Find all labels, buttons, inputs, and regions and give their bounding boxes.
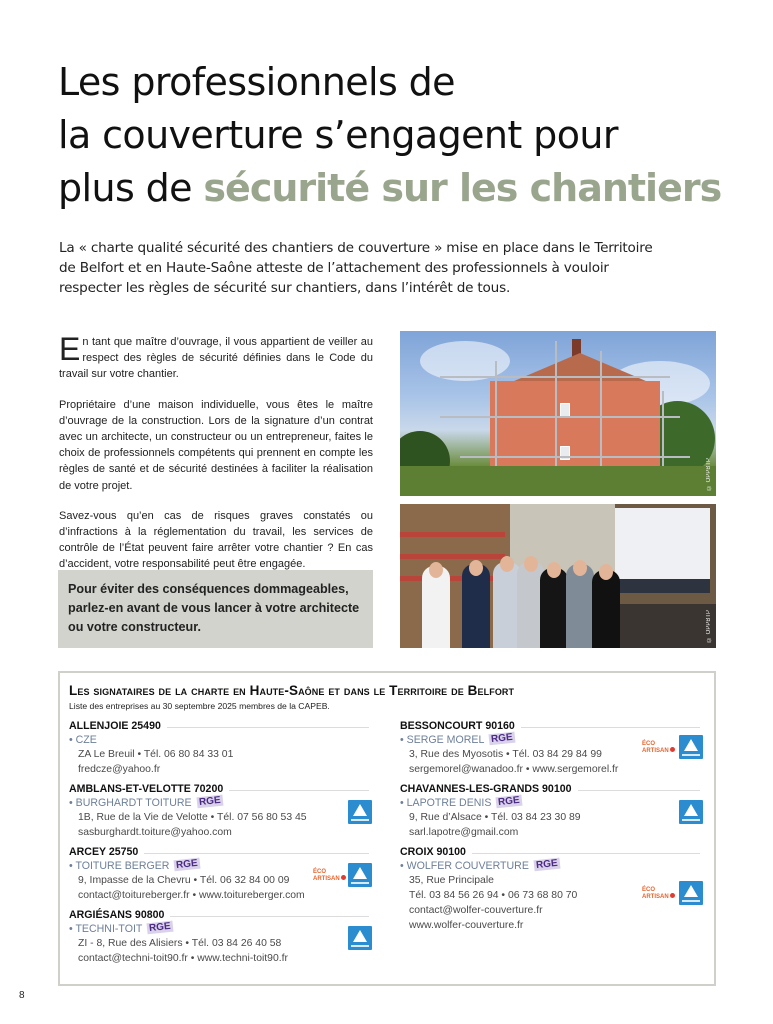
artisan-label: ARTISAN bbox=[642, 748, 669, 754]
eco-artisan-logo-icon bbox=[313, 869, 347, 883]
town-heading bbox=[69, 844, 369, 859]
company-name-text: • CZE bbox=[69, 734, 97, 746]
person-head bbox=[573, 560, 587, 576]
photo-credit: © OPPBTP bbox=[706, 457, 712, 490]
company-address: ZA Le Breuil • Tél. 06 80 84 33 01 bbox=[78, 749, 234, 760]
page-number: 8 bbox=[19, 990, 25, 1001]
town-heading bbox=[400, 781, 700, 796]
company-email[interactable]: sasburghardt.toiture@yahoo.com bbox=[78, 827, 232, 838]
eco-label: ÉCO bbox=[642, 741, 656, 747]
town-heading bbox=[69, 907, 369, 922]
artisan-label: ARTISAN bbox=[313, 876, 340, 882]
person bbox=[592, 570, 620, 648]
title-line-3-prefix: plus de bbox=[58, 166, 204, 210]
town-name: CHAVANNES-LES-GRANDS 90100 bbox=[400, 782, 572, 795]
town-name: ALLENJOIE 25490 bbox=[69, 719, 161, 732]
scaffolding bbox=[495, 361, 497, 481]
company-contact[interactable]: contact@techni-toit90.fr • www.techni-toit90.fr bbox=[78, 953, 288, 964]
company-entry bbox=[69, 733, 369, 777]
signatories-column-left bbox=[69, 718, 369, 970]
divider bbox=[167, 727, 369, 728]
company-address: 9, Rue d’Alsace • Tél. 03 84 23 30 89 bbox=[409, 812, 581, 823]
person bbox=[462, 564, 490, 648]
company-name bbox=[69, 922, 369, 936]
rge-badge: RGE bbox=[198, 794, 221, 809]
person bbox=[566, 564, 594, 648]
company-address: 1B, Rue de la Vie de Velotte • Tél. 07 56 80 53 45 bbox=[78, 812, 307, 823]
eco-dot-icon bbox=[670, 747, 675, 752]
body-paragraph-2: Propriétaire d’une maison individuelle, vous êtes le maître d’ouvrage de la construction. Lors de la signature d’un contrat avec un architecte, un constructeur ou un entrepreneur, faites le choix de professionnels compétents qui prennent en compte les règles de santé et de sécurité destinées à faciliter la réalisation de votre projet. bbox=[59, 398, 373, 492]
company-phone: Tél. 03 84 56 26 94 • 06 73 68 80 70 bbox=[409, 890, 578, 901]
rge-badge: RGE bbox=[535, 857, 559, 872]
company-email[interactable]: sarl.lapotre@gmail.com bbox=[409, 827, 519, 838]
table bbox=[615, 604, 716, 648]
divider bbox=[170, 916, 369, 917]
company-entry bbox=[400, 859, 700, 933]
company-entry bbox=[400, 796, 700, 840]
company-contact[interactable]: contact@toitureberger.fr • www.toitureberger.com bbox=[78, 890, 305, 901]
qualibat-logo-icon bbox=[348, 800, 372, 824]
eco-artisan-logo-icon bbox=[642, 741, 676, 755]
qualibat-logo-icon bbox=[679, 800, 703, 824]
qualibat-logo-icon bbox=[348, 926, 372, 950]
eco-label: ÉCO bbox=[313, 869, 327, 875]
title-accent: sécurité sur les chantiers bbox=[203, 166, 722, 210]
company-name-text: • SERGE MOREL bbox=[400, 734, 485, 746]
company-name-text: • BURGHARDT TOITURE bbox=[69, 797, 192, 809]
rge-badge: RGE bbox=[175, 857, 199, 872]
town-heading bbox=[69, 718, 369, 733]
company-address: ZI - 8, Rue des Alisiers • Tél. 03 84 26 40 58 bbox=[78, 938, 282, 949]
person-head bbox=[500, 556, 514, 572]
body-paragraph-1 bbox=[59, 331, 373, 383]
divider bbox=[472, 853, 700, 854]
signatories-subtitle: Liste des entreprises au 30 septembre 2025 membres de la CAPEB. bbox=[69, 701, 330, 711]
company-entry bbox=[69, 859, 369, 903]
signatories-column-right bbox=[400, 718, 700, 937]
company-name bbox=[69, 733, 369, 747]
scaffolding bbox=[440, 416, 680, 418]
person bbox=[540, 568, 568, 648]
intro-paragraph: La « charte qualité sécurité des chantiers de couverture » mise en place dans le Territoire de Belfort et en Haute-Saône atteste de l’attachement des professionnels à vouloir respecter les règles de sécurité sur chantiers, dans l’intérêt de tous. bbox=[59, 240, 653, 296]
body-paragraph-1-text: n tant que maître d’ouvrage, il vous appartient de veiller au respect des règles de sécurité définies dans le Code du travail sur votre chantier. bbox=[59, 336, 373, 381]
company-address: 3, Rue des Myosotis • Tél. 03 84 29 84 99 bbox=[409, 749, 602, 760]
company-name bbox=[400, 859, 700, 873]
divider bbox=[578, 790, 701, 791]
town-heading bbox=[400, 718, 700, 733]
company-name-text: • WOLFER COUVERTURE bbox=[400, 860, 529, 872]
eco-artisan-logo-icon bbox=[642, 887, 676, 901]
eco-label: ÉCO bbox=[642, 887, 656, 893]
company-name-text: • LAPOTRE DENIS bbox=[400, 797, 492, 809]
title-line-2: la couverture s’engagent pour bbox=[58, 113, 618, 157]
rge-badge: RGE bbox=[490, 731, 514, 746]
rge-badge: RGE bbox=[148, 920, 172, 935]
person-head bbox=[547, 562, 561, 578]
scaffolding bbox=[555, 341, 557, 486]
body-column bbox=[59, 331, 373, 587]
company-name-text: • TECHNI-TOIT bbox=[69, 923, 143, 935]
town-name: BESSONCOURT 90160 bbox=[400, 719, 515, 732]
company-address: 35, Rue Principale bbox=[409, 875, 494, 886]
grass bbox=[400, 466, 716, 496]
town-name: ARCEY 25750 bbox=[69, 845, 139, 858]
company-entry bbox=[69, 922, 369, 966]
company-address: 9, Impasse de la Chevru • Tél. 06 32 84 00 09 bbox=[78, 875, 290, 886]
company-website[interactable]: www.wolfer-couverture.fr bbox=[409, 920, 524, 931]
body-paragraph-3: Savez-vous qu’en cas de risques graves constatés ou d’infractions à la réglementation du travail, les services de contrôle de l’État peuvent faire arrêter votre chantier ? En cas d’accident, votre responsabilité peut être engagée. bbox=[59, 509, 373, 571]
drop-cap: E bbox=[59, 331, 81, 367]
rge-badge: RGE bbox=[497, 794, 521, 809]
person-head bbox=[599, 564, 613, 580]
company-name-text: • TOITURE BERGER bbox=[69, 860, 170, 872]
rack bbox=[400, 554, 505, 559]
company-email[interactable]: fredcze@yahoo.fr bbox=[78, 764, 161, 775]
page-title bbox=[58, 56, 758, 215]
company-entry bbox=[400, 733, 700, 777]
callout-box: Pour éviter des conséquences dommageables, parlez-en avant de vous lancer à votre architecte ou votre constructeur. bbox=[58, 570, 373, 648]
qualibat-logo-icon bbox=[679, 735, 703, 759]
person-head bbox=[524, 556, 538, 572]
signatories-title: Les signataires de la charte en Haute-Saône et dans le Territoire de Belfort bbox=[69, 683, 515, 698]
company-email[interactable]: contact@wolfer-couverture.fr bbox=[409, 905, 543, 916]
person-head bbox=[429, 562, 443, 578]
company-name bbox=[400, 796, 700, 810]
person bbox=[422, 566, 450, 648]
photo-house-scaffolding bbox=[400, 331, 716, 496]
rack bbox=[400, 532, 505, 537]
window bbox=[560, 403, 570, 417]
person-head bbox=[469, 560, 483, 576]
company-name bbox=[69, 796, 369, 810]
photo-group bbox=[400, 504, 716, 648]
town-name: ARGIÉSANS 90800 bbox=[69, 908, 165, 921]
title-line-1: Les professionnels de bbox=[58, 60, 455, 104]
divider bbox=[144, 853, 369, 854]
projection-screen bbox=[615, 508, 710, 593]
qualibat-logo-icon bbox=[679, 881, 703, 905]
divider bbox=[521, 727, 700, 728]
town-name: AMBLANS-ET-VELOTTE 70200 bbox=[69, 782, 224, 795]
town-name: CROIX 90100 bbox=[400, 845, 466, 858]
artisan-label: ARTISAN bbox=[642, 894, 669, 900]
company-entry bbox=[69, 796, 369, 840]
company-contact[interactable]: sergemorel@wanadoo.fr • www.sergemorel.fr bbox=[409, 764, 619, 775]
town-heading bbox=[400, 844, 700, 859]
eco-dot-icon bbox=[670, 893, 675, 898]
eco-dot-icon bbox=[341, 875, 346, 880]
qualibat-logo-icon bbox=[348, 863, 372, 887]
photo-credit: © OPPBTP bbox=[706, 609, 712, 642]
signatories-box bbox=[58, 671, 716, 986]
town-heading bbox=[69, 781, 369, 796]
divider bbox=[229, 790, 369, 791]
